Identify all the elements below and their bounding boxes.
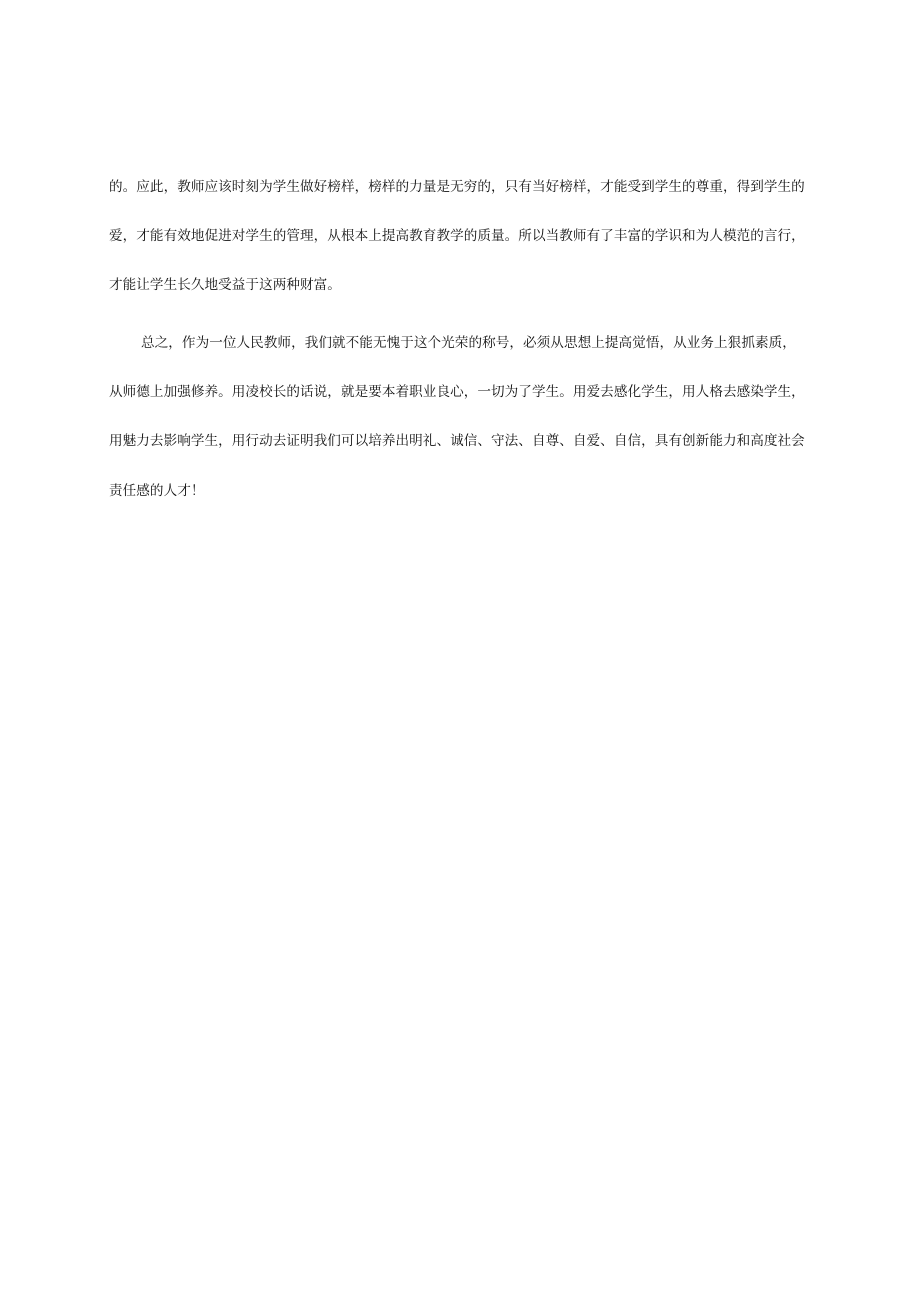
paragraph-2-line-3: 用魅力去影响学生，用行动去证明我们可以培养出明礼、诚信、守法、自尊、自爱、自信，具有创新能力和高度社会 (109, 433, 805, 449)
paragraph-2-line-2: 从师德上加强修养。用凌校长的话说，就是要本着职业良心，一切为了学生。用爱去感化学生，用人格去感染学生， (109, 384, 805, 400)
paragraph-1-line-3: 才能让学生长久地受益于这两种财富。 (109, 277, 341, 293)
paragraph-2-line-4: 责任感的人才！ (109, 483, 205, 499)
paragraph-1-line-2: 爱，才能有效地促进对学生的管理，从根本上提高教育教学的质量。所以当教师有了丰富的学识和为人模范的言行， (109, 228, 805, 244)
paragraph-1-line-1: 的。应此，教师应该时刻为学生做好榜样，榜样的力量是无穷的，只有当好榜样，才能受到学生的尊重，得到学生的 (109, 179, 805, 195)
paragraph-2-line-1: 总之，作为一位人民教师，我们就不能无愧于这个光荣的称号，必须从思想上提高觉悟，从业务上狠抓素质， (141, 335, 796, 351)
